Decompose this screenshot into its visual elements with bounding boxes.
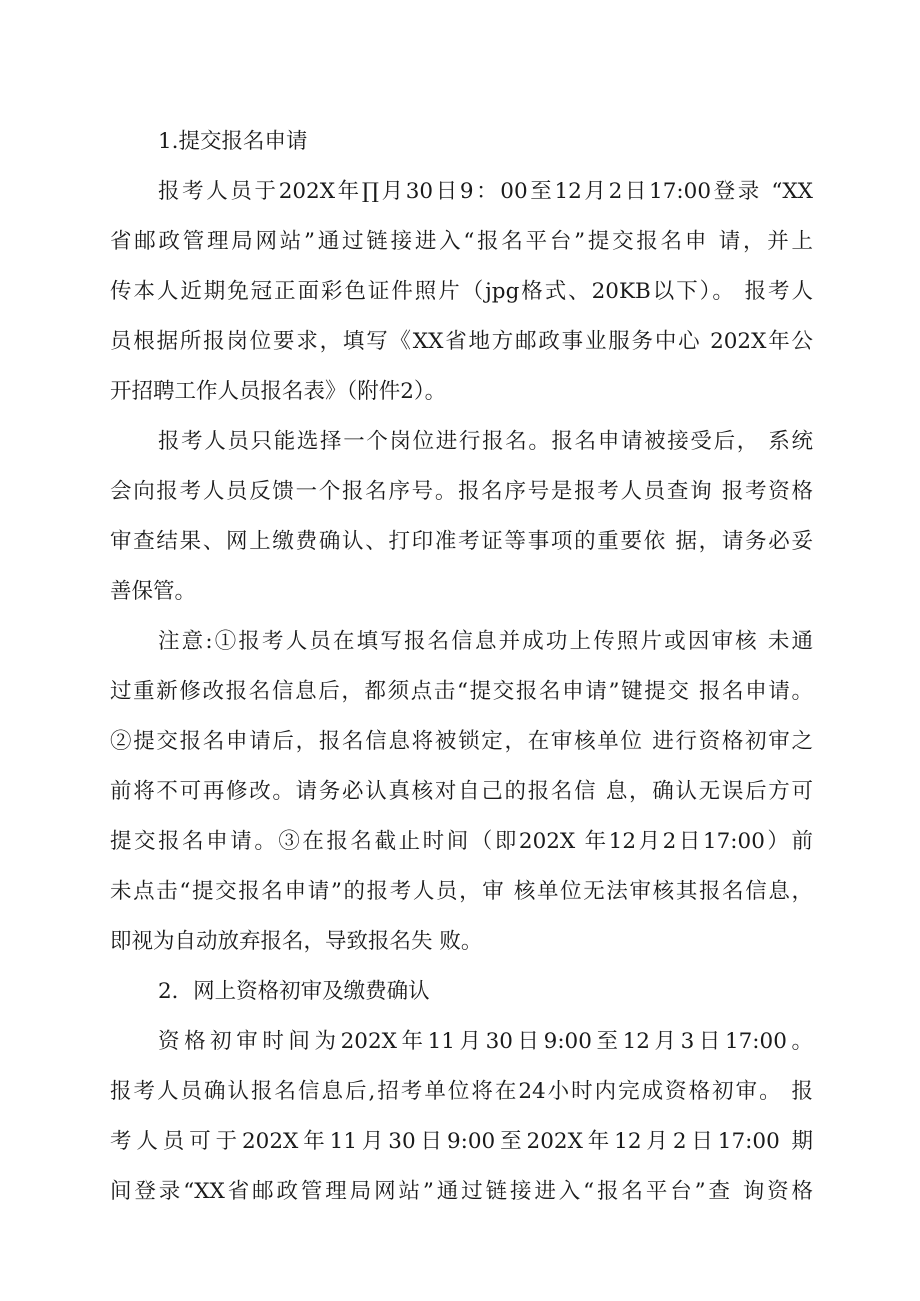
paragraph-line: 报考人员于202X年∏月30日9：00至12月2日17:00登录 “XX	[158, 179, 813, 204]
paragraph-line: 注意:①报考人员在填写报名信息并成功上传照片或因审核 未通	[158, 629, 813, 654]
paragraph-line: 员根据所报岗位要求，填写《XX省地方邮政事业服务中心 202X年公	[110, 329, 813, 354]
paragraph-line: 报考人员确认报名信息后,招考单位将在24小时内完成资格初审。 报	[110, 1079, 813, 1104]
paragraph-line: 审查结果、网上缴费确认、打印准考证等事项的重要依 据，请务必妥	[110, 529, 813, 554]
paragraph-line: 考人员可于202X年11月30日9:00至202X年12月2日17:00 期	[110, 1129, 813, 1154]
paragraph-line: 报考人员只能选择一个岗位进行报名。报名申请被接受后， 系统	[158, 429, 813, 454]
paragraph-line: 传本人近期免冠正面彩色证件照片（jpg格式、20KB以下）。 报考人	[110, 279, 813, 304]
section-1-heading: 1.提交报名申请	[158, 129, 308, 154]
paragraph-line: 开招聘工作人员报名表》（附件2）。	[110, 379, 447, 404]
paragraph-line: 即视为自动放弃报名，导致报名失 败。	[110, 929, 483, 954]
paragraph-line: ②提交报名申请后，报名信息将被锁定，在审核单位 进行资格初审之	[110, 729, 813, 754]
paragraph-line: 善保管。	[110, 579, 197, 604]
paragraph-line: 会向报考人员反馈一个报名序号。报名序号是报考人员查询 报考资格	[110, 479, 813, 504]
paragraph-line: 前将不可再修改。请务必认真核对自己的报名信 息，确认无误后方可	[110, 779, 813, 804]
paragraph-line: 资格初审时间为202X年11月30日9:00至12月3日17:00。	[158, 1029, 813, 1054]
paragraph-line: 过重新修改报名信息后，都须点击“提交报名申请”键提交 报名申请。	[110, 679, 813, 704]
paragraph-line: 提交报名申请。③在报名截止时间（即202X 年12月2日17:00）前	[110, 829, 813, 854]
section-2-heading: 2．网上资格初审及缴费确认	[158, 979, 430, 1004]
paragraph-line: 间登录“XX省邮政管理局网站”通过链接进入“报名平台”查 询资格	[110, 1179, 813, 1204]
paragraph-line: 未点击“提交报名申请”的报考人员，审 核单位无法审核其报名信息，	[110, 879, 813, 904]
paragraph-line: 省邮政管理局网站”通过链接进入“报名平台”提交报名申 请，并上	[110, 229, 813, 254]
